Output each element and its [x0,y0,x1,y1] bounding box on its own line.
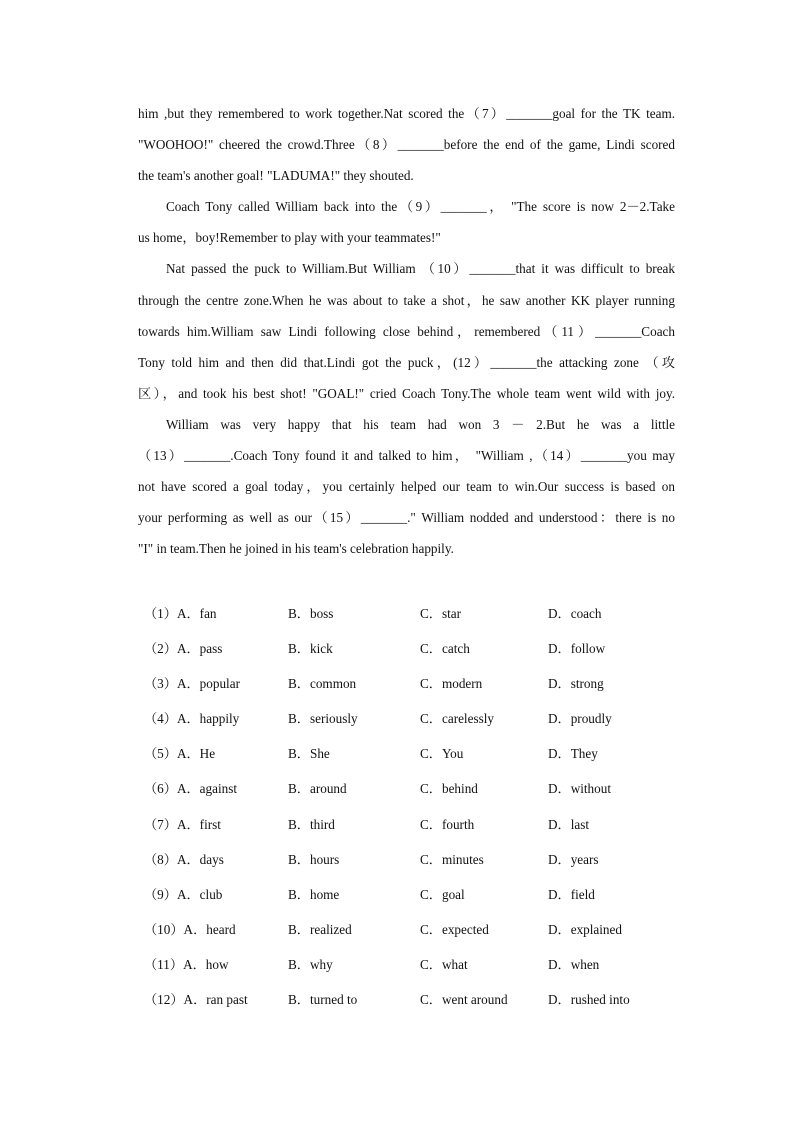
option-b: B．home [288,886,340,902]
option-b: B．seriously [288,711,358,727]
option-c: C．catch [420,641,470,657]
option-d: D．field [548,886,595,902]
option-d: D．last [548,816,590,832]
option-c: C．star [420,606,462,621]
option-row [144,701,664,736]
option-a: （10）A．heard [144,921,236,937]
option-a: （8）A．days [144,851,224,867]
option-b: B．around [288,781,347,797]
option-b: B．She [288,746,330,762]
option-row [144,666,664,701]
option-a: （4）A．happily [144,711,240,727]
option-row [144,982,664,1017]
option-a: （2）A．pass [144,641,223,657]
option-d: D．explained [548,921,622,937]
option-d: D．strong [548,676,604,692]
option-d: D．rushed into [548,992,630,1008]
option-c: C．behind [420,781,478,797]
passage-line: Nat passed the puck to William.But William （10）_______that it was difficult to break [166,261,675,277]
option-b: B．third [288,816,335,832]
option-row [144,596,664,631]
option-c: C．modern [420,676,483,692]
option-a: （5）A．He [144,746,216,762]
option-c: C．what [420,956,468,972]
option-a: （3）A．popular [144,676,240,692]
option-d: D．years [548,851,599,867]
option-row [144,842,664,877]
option-a: （1）A．fan [144,606,217,621]
option-c: C．expected [420,921,489,937]
passage-line: the team's another goal! "LADUMA!" they shouted. [138,168,414,184]
reading-passage [138,98,675,564]
passage-line: 区），and took his best shot! "GOAL!" cried Coach Tony.The whole team went wild with joy. [138,385,675,401]
option-row [144,771,664,806]
option-c: C．minutes [420,851,484,867]
option-row [144,912,664,947]
answer-options [144,596,664,1017]
option-b: B．realized [288,921,352,937]
option-a: （11）A．how [144,956,229,972]
option-a: （9）A．club [144,886,223,902]
option-b: B．boss [288,606,334,621]
passage-line: Coach Tony called William back into the（9）_______， "The score is now 2－2.Take [166,199,675,215]
option-b: B．kick [288,641,333,657]
option-row [144,877,664,912]
option-d: D．They [548,746,598,762]
option-row [144,807,664,842]
option-row [144,736,664,771]
passage-line: William was very happy that his team had won 3 － 2.But he was a little [166,416,675,432]
passage-line: "WOOHOO!" cheered the crowd.Three（8）_______before the end of the game, Lindi scored [138,137,675,153]
option-row [144,631,664,666]
passage-line: （13）_______.Coach Tony found it and talked to him， "William ,（14）_______you may [138,448,675,464]
passage-line: not have scored a goal today，you certainly helped our team to win.Our success is based on [138,479,675,495]
passage-line: your performing as well as our（15）_______." William nodded and understood：there is no [138,510,675,526]
option-d: D．when [548,956,600,972]
option-a: （12）A．ran past [144,992,248,1008]
option-c: C．went around [420,992,508,1008]
option-d: D．without [548,781,612,797]
option-d: D．proudly [548,711,612,727]
option-c: C．You [420,746,464,762]
passage-line: through the centre zone.When he was about to take a shot，he saw another KK player running [138,292,675,308]
option-b: B．hours [288,851,340,867]
option-c: C．goal [420,886,465,902]
option-a: （7）A．first [144,816,221,832]
option-a: （6）A．against [144,781,238,797]
passage-line: us home，boy!Remember to play with your teammates!" [138,230,441,246]
passage-line: him ,but they remembered to work together.Nat scored the（7）_______goal for the TK team. [138,106,675,121]
passage-line: "I" in team.Then he joined in his team's celebration happily. [138,541,454,557]
option-b: B．why [288,956,333,972]
option-c: C．fourth [420,816,475,832]
option-c: C．carelessly [420,711,494,727]
option-d: D．coach [548,606,602,621]
passage-line: towards him.William saw Lindi following close behind，remembered（11）_______Coach [138,323,675,339]
option-d: D．follow [548,641,606,657]
option-b: B．turned to [288,992,358,1008]
option-row [144,947,664,982]
passage-line: Tony told him and then did that.Lindi got the puck，(12）_______the attacking zone （攻 [138,354,675,370]
option-b: B．common [288,676,357,692]
